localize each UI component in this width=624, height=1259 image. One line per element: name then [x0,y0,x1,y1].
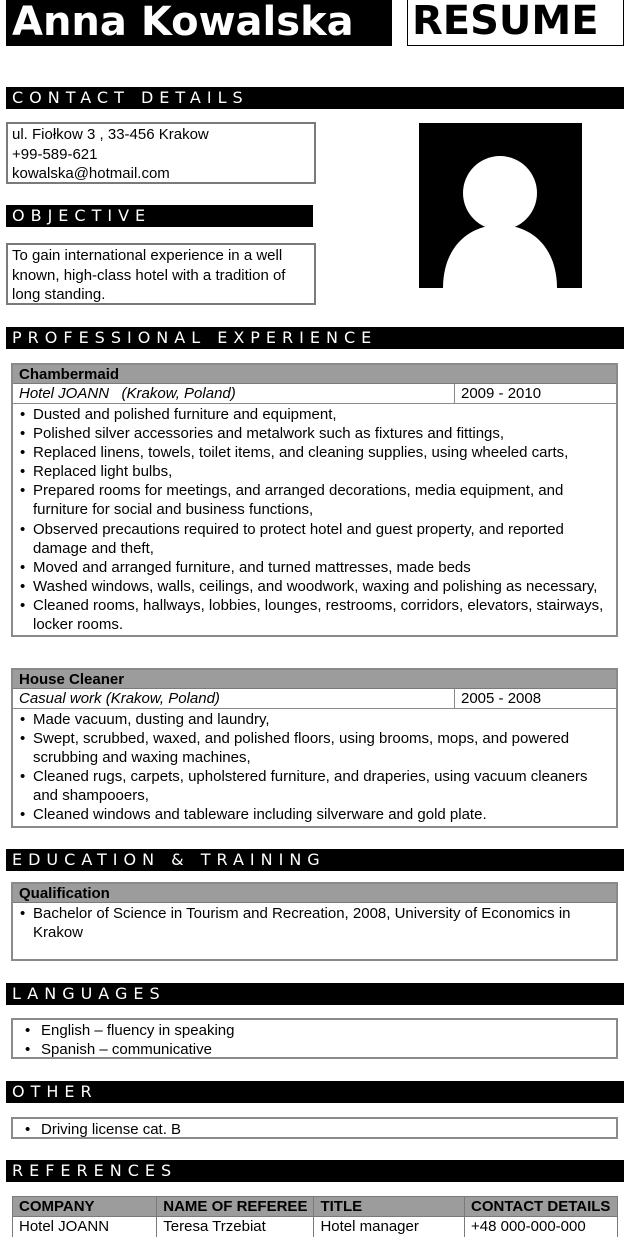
list-item: • Observed precautions required to protect hotel and guest property, and reported damage and theft, [19,520,612,558]
job-entry-chambermaid [11,363,618,637]
other-list [13,1119,616,1140]
reference-company: Hotel JOANN [13,1217,157,1238]
reference-title: Hotel manager [314,1217,465,1238]
section-references-title: REFERENCES [6,1160,624,1182]
contact-email: kowalska@hotmail.com [12,165,170,182]
section-other-title: OTHER [6,1081,624,1103]
job-meta-row [13,384,616,404]
person-silhouette-icon [419,123,582,288]
references-table [12,1196,618,1237]
contact-phone: +99-589-621 [12,145,98,163]
column-header-company: COMPANY [13,1197,157,1217]
section-contact-title: CONTACT DETAILS [6,87,624,109]
languages-list [13,1020,616,1060]
list-item: • Cleaned rugs, carpets, upholstered furniture, and draperies, using vacuum cleaners and shampooers, [19,767,612,805]
table-row [13,1217,618,1238]
job-duties-list [13,709,616,826]
job-meta-row [13,689,616,709]
languages-box [11,1018,618,1059]
job-location: Hotel JOANN (Krakow, Poland) [13,384,455,403]
education-list [13,903,616,943]
list-item: • Made vacuum, dusting and laundry, [19,710,612,729]
job-years: 2009 - 2010 [461,385,542,402]
column-header-contact: CONTACT DETAILS [465,1197,618,1217]
reference-name: Teresa Trzebiat [157,1217,314,1238]
resume-heading: RESUME [407,0,624,46]
list-item: • Washed windows, walls, ceilings, and woodwork, waxing and polishing as necessary, [19,577,612,596]
job-duties-list [13,404,616,635]
list-item: • Spanish – communicative [23,1040,610,1059]
objective-text: To gain international experience in a well known, high-class hotel with a tradition of long standing. [12,247,286,303]
section-education-title: EDUCATION & TRAINING [6,849,624,871]
list-item: • Polished silver accessories and metalwork such as fixtures and fittings, [19,424,612,443]
list-item: • English – fluency in speaking [23,1021,610,1040]
education-box [11,882,618,961]
list-item: • Swept, scrubbed, waxed, and polished floors, using brooms, mops, and powered scrubbing and waxing machines, [19,729,612,767]
list-item: • Moved and arranged furniture, and turned mattresses, made beds [19,558,612,577]
list-item: • Cleaned rooms, hallways, lobbies, lounges, restrooms, corridors, elevators, stairways, locker rooms. [19,596,612,634]
list-item: • Dusted and polished furniture and equipment, [19,405,612,424]
list-item: • Cleaned windows and tableware including silverware and gold plate. [19,805,612,824]
column-header-title: TITLE [314,1197,465,1217]
column-header-referee: NAME OF REFEREE [157,1197,314,1217]
list-item: • Replaced light bulbs, [19,462,612,481]
contact-address: ul. Fiołkow 3 , 33-456 Krakow [12,126,209,143]
profile-photo-placeholder [419,123,582,288]
table-header-row [13,1197,618,1217]
job-entry-house-cleaner [11,668,618,828]
list-item: • Replaced linens, towels, toilet items, and cleaning supplies, using wheeled carts, [19,443,612,462]
job-position: Chambermaid [13,365,616,384]
job-years: 2005 - 2008 [461,690,542,707]
list-item: • Prepared rooms for meetings, and arranged decorations, media equipment, and furniture for social and business functions, [19,481,612,519]
list-item: • Driving license cat. B [23,1120,610,1139]
job-location: Casual work (Krakow, Poland) [13,689,455,708]
job-position: House Cleaner [13,670,616,689]
candidate-name: Anna Kowalska [6,0,392,46]
section-objective-title: OBJECTIVE [6,205,313,227]
list-item: • Bachelor of Science in Tourism and Recreation, 2008, University of Economics in Krakow [19,904,612,942]
section-languages-title: LANGUAGES [6,983,624,1005]
reference-contact: +48 000-000-000 [465,1217,618,1238]
education-header: Qualification [13,884,616,903]
other-box [11,1117,618,1139]
section-experience-title: PROFESSIONAL EXPERIENCE [6,327,624,349]
objective-box [6,243,316,305]
contact-box [6,122,316,184]
